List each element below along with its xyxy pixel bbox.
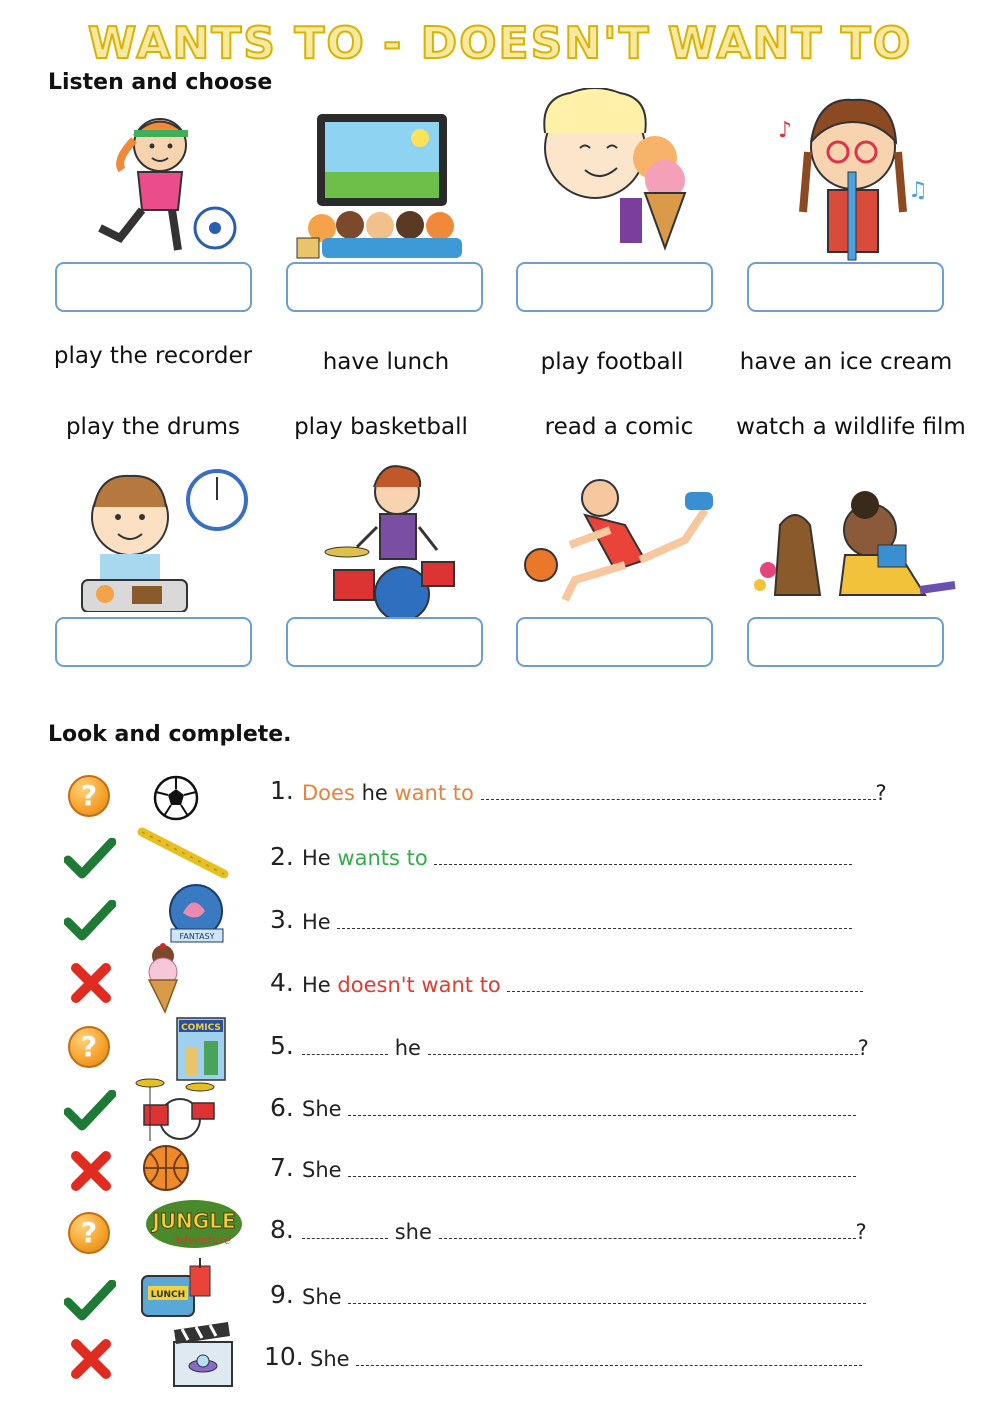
girl-reading-in-nature-picture: [750, 485, 960, 620]
exercise-number: 10.: [264, 1342, 304, 1371]
soccer-ball-icon: [152, 774, 200, 822]
exercise-number: 6.: [270, 1093, 294, 1122]
svg-text:♫: ♫: [908, 178, 928, 203]
answer-box-2[interactable]: [286, 262, 483, 312]
answer-line[interactable]: [348, 1162, 856, 1177]
svg-text:FANTASY: FANTASY: [179, 932, 215, 941]
exercise-sentence: She: [302, 1097, 856, 1121]
exercise-number: 9.: [270, 1280, 294, 1309]
svg-text:COMICS: COMICS: [181, 1023, 221, 1033]
ice-cream-icon: [137, 942, 192, 1014]
answer-line[interactable]: [356, 1351, 862, 1366]
cross-icon: [70, 962, 112, 1004]
lunch-box-icon: [138, 1258, 216, 1320]
fantasy-book-icon: [165, 883, 227, 945]
children-watching-tv-picture: [292, 110, 482, 260]
answer-box-5[interactable]: [55, 617, 252, 667]
cross-icon: [70, 1338, 112, 1380]
svg-text:♪: ♪: [778, 118, 793, 143]
answer-box-3[interactable]: [516, 262, 713, 312]
answer-line[interactable]: [507, 977, 863, 992]
phrase-option: play basketball: [294, 414, 468, 440]
film-clapper-icon: [168, 1320, 238, 1390]
boy-having-lunch-picture: [70, 462, 260, 612]
exercise-sentence: she ?: [302, 1220, 867, 1244]
answer-line[interactable]: [348, 1289, 866, 1304]
svg-text:JUNGLE: JUNGLE: [152, 1209, 236, 1233]
exercise-sentence: He: [302, 910, 852, 934]
section-heading-complete: Look and complete.: [48, 722, 292, 747]
answer-line[interactable]: [348, 1101, 856, 1116]
answer-line[interactable]: [302, 1040, 388, 1055]
girl-eating-ice-cream-picture: [525, 88, 715, 260]
exercise-sentence: Does he want to ?: [302, 781, 887, 805]
question-icon: ?: [68, 1026, 110, 1068]
answer-line[interactable]: [428, 1040, 858, 1055]
answer-line[interactable]: [481, 785, 876, 800]
basketball-icon: [141, 1143, 191, 1193]
answer-line[interactable]: [302, 1224, 388, 1239]
phrase-option: have an ice cream: [739, 349, 953, 375]
phrase-option: have lunch: [322, 349, 450, 375]
svg-text:Adventure: Adventure: [172, 1234, 232, 1247]
exercise-number: 4.: [270, 968, 294, 997]
exercise-sentence: She: [302, 1158, 856, 1182]
worksheet-title: WANTS TO - DOESN'T WANT TO: [87, 18, 913, 69]
question-icon: ?: [68, 775, 110, 817]
exercise-sentence: She: [310, 1347, 862, 1371]
exercise-sentence: He wants to: [302, 846, 852, 870]
exercise-number: 2.: [270, 842, 294, 871]
exercise-sentence: he ?: [302, 1036, 869, 1060]
answer-box-8[interactable]: [747, 617, 944, 667]
check-icon: [64, 1090, 116, 1132]
phrase-option: play the drums: [65, 414, 241, 440]
exercise-sentence: He doesn't want to: [302, 973, 863, 997]
recorder-icon: [136, 826, 231, 882]
phrase-option: play the recorder: [53, 343, 253, 369]
girl-playing-football-picture: [60, 110, 250, 260]
section-heading-listen: Listen and choose: [48, 70, 273, 95]
man-playing-drums-picture: [322, 462, 472, 622]
check-icon: [64, 838, 116, 880]
exercise-sentence: She: [302, 1285, 866, 1309]
phrase-option: play football: [540, 349, 684, 375]
exercise-number: 3.: [270, 905, 294, 934]
answer-line[interactable]: [337, 914, 852, 929]
cross-icon: [70, 1150, 112, 1192]
answer-box-1[interactable]: [55, 262, 252, 312]
answer-box-7[interactable]: [516, 617, 713, 667]
exercise-number: 5.: [270, 1031, 294, 1060]
answer-line[interactable]: [434, 850, 852, 865]
phrase-option: read a comic: [544, 414, 694, 440]
exercise-number: 8.: [270, 1215, 294, 1244]
exercise-number: 1.: [270, 776, 294, 805]
question-icon: ?: [68, 1212, 110, 1254]
answer-box-6[interactable]: [286, 617, 483, 667]
exercise-number: 7.: [270, 1153, 294, 1182]
man-playing-basketball-picture: [515, 470, 715, 620]
answer-box-4[interactable]: [747, 262, 944, 312]
check-icon: [64, 1280, 116, 1322]
girl-playing-recorder-picture: [758, 92, 948, 262]
jungle-adventure-icon: [142, 1190, 247, 1256]
comic-book-icon: [176, 1017, 226, 1081]
drum-kit-icon: [134, 1073, 219, 1143]
answer-line[interactable]: [439, 1224, 856, 1239]
svg-text:LUNCH: LUNCH: [150, 1290, 186, 1300]
check-icon: [64, 900, 116, 942]
phrase-option: watch a wildlife film: [736, 414, 966, 440]
